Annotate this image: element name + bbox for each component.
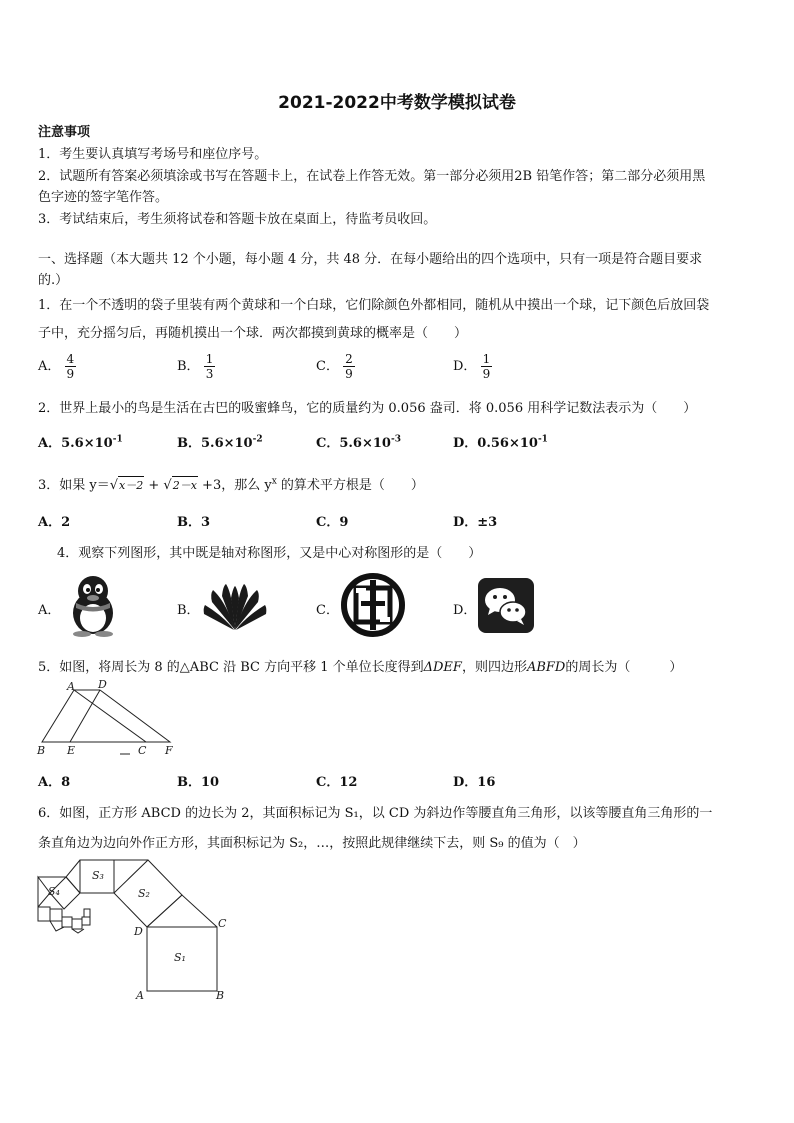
option-value: 16 [477,775,496,790]
q4-option-b[interactable]: B． [177,603,200,618]
q3-option-b[interactable] [177,511,210,530]
label-b: B [216,989,225,1002]
numerator: 1 [205,352,214,366]
option-value: 3 [201,515,211,530]
q2-option-c[interactable] [316,432,401,451]
denominator: 9 [345,367,353,381]
q3-suffix: +3，那么 y [197,478,272,493]
notice-item: 2．试题所有答案必须填涂或书写在答题卡上，在试卷上作答无效。第一部分必须用2B 铅笔作答；第二部分必须用黑 [38,169,706,184]
q2-option-d[interactable] [453,432,548,451]
option-value: 9 [339,515,349,530]
penguin-logo-icon [62,573,124,637]
option-label: B． [177,359,200,374]
label-s2: S₂ [138,887,150,900]
q3-prefix: 3．如果 y＝ [38,478,110,493]
label-e: E [67,744,76,757]
radicand-2: 2－x [172,476,198,493]
option-value: 10 [201,775,220,790]
q5-text: 5．如图，将周长为 8 的△ABC 沿 BC 方向平移 1 个单位长度得到 [38,660,424,675]
denominator: 9 [66,367,75,381]
option-label: D． [453,436,478,451]
option-base: 5.6×10 [201,436,253,451]
numerator: 1 [482,352,491,366]
q3-option-a[interactable] [38,511,70,530]
q1-option-b[interactable] [177,352,215,381]
denominator: 9 [482,367,491,381]
option-base: 5.6×10 [61,436,113,451]
option-exponent: -3 [390,434,401,445]
option-label: D． [453,515,478,530]
label-c: C [218,917,227,930]
q1-option-c[interactable] [316,352,355,381]
radical-sign: √ [109,478,119,493]
question-6-cont: 条直角边为边向外作正方形，其面积标记为 S₂，…，按照此规律继续下去，则 S₉ 的值为（ ） [38,836,586,851]
option-base: 0.56×10 [477,436,538,451]
option-exponent: -2 [252,434,263,445]
question-1: 1．在一个不透明的袋子里装有两个黄球和一个白球，它们除颜色外都相同，随机从中摸出一个球，记下颜色后放回袋 [38,298,710,313]
q2-option-b[interactable] [177,432,263,451]
notice-heading: 注意事项 [38,125,91,140]
label-s1: S₁ [174,951,186,964]
question-4: 4．观察下列图形，其中既是轴对称图形，又是中心对称图形的是（ ） [57,546,482,561]
q5-option-a[interactable] [38,771,70,790]
bank-logo-icon [339,572,407,638]
notice-item: 1．考生要认真填写考场号和座位序号。 [38,147,268,162]
wechat-logo-icon [478,578,534,633]
q4-option-c[interactable]: C． [316,603,339,618]
option-label: B． [177,515,201,530]
label-a: A [136,989,144,1002]
exponent: x [271,476,277,487]
option-value: 12 [339,775,358,790]
huawei-logo-icon [200,578,270,633]
option-value: 2 [61,515,71,530]
section-heading: 一、选择题（本大题共 12 个小题，每小题 4 分，共 48 分．在每小题给出的四个选项中，只有一项是符合题目要求 [38,252,703,267]
question-2: 2．世界上最小的鸟是生活在古巴的吸蜜蜂鸟，它的质量约为 0.056 盎司．将 0.056 用科学记数法表示为（ ） [38,401,697,416]
label-f: F [165,744,173,757]
q5-translation-figure [34,678,184,760]
q5-option-d[interactable] [453,771,495,790]
option-base: 5.6×10 [339,436,391,451]
option-label: C． [316,359,339,374]
q4-option-d[interactable]: D． [453,603,477,618]
question-1-cont: 子中，充分摇匀后，再随机摸出一个球．两次都摸到黄球的概率是（ ） [38,326,468,341]
q6-square-spiral-figure [34,855,234,1003]
notice-item: 色字迹的签字笔作答。 [38,190,169,205]
label-c: C [138,744,147,757]
q5-text-2: ，则四边形 [461,660,527,675]
option-exponent: -1 [112,434,123,445]
option-exponent: -1 [537,434,548,445]
option-value: 8 [61,775,71,790]
label-s3: S₃ [92,869,104,882]
option-label: A． [38,436,62,451]
q5-triangle: ΔDEF [423,660,462,675]
label-b: B [37,744,46,757]
option-label: B． [177,775,201,790]
q3-suffix-2: 的算术平方根是（ ） [276,478,424,493]
q2-option-a[interactable] [38,432,123,451]
question-6: 6．如图，正方形 ABCD 的边长为 2，其面积标记为 S₁，以 CD 为斜边作等腰直角三角形，以该等腰直角三角形的一 [38,806,713,821]
denominator: 3 [205,367,214,381]
numerator: 2 [345,352,353,366]
q1-option-d[interactable] [453,352,492,381]
q5-quadrilateral: ABFD [526,660,566,675]
option-label: A． [38,515,62,530]
label-a: A [67,680,75,693]
q5-text-3: 的周长为（ ） [565,660,683,675]
section-heading-cont: 的.） [38,273,69,288]
label-d: D [98,678,107,691]
radical-sign: √ [163,478,172,493]
plus-sign: + [144,478,164,493]
notice-item: 3．考试结束后，考生须将试卷和答题卡放在桌面上，待监考员收回。 [38,212,437,227]
question-5 [38,656,682,675]
option-value: ±3 [477,515,498,530]
q1-option-a[interactable] [38,352,76,381]
radicand-1: x－2 [118,476,144,493]
option-label: D． [453,775,478,790]
option-label: C． [316,775,340,790]
q3-option-c[interactable] [316,511,348,530]
label-d: D [134,925,143,938]
page-title: 2021-2022中考数学模拟试卷 [278,93,516,113]
question-3 [38,474,424,493]
option-label: B． [177,436,201,451]
q3-option-d[interactable] [453,511,497,530]
option-label: C． [316,436,340,451]
option-label: A． [38,775,62,790]
numerator: 4 [66,352,75,366]
option-label: C． [316,515,340,530]
label-s4: S₄ [48,885,60,898]
q4-option-a[interactable]: A． [38,603,61,618]
option-label: D． [453,359,477,374]
q5-option-c[interactable] [316,771,357,790]
q5-option-b[interactable] [177,771,219,790]
option-label: A． [38,359,61,374]
